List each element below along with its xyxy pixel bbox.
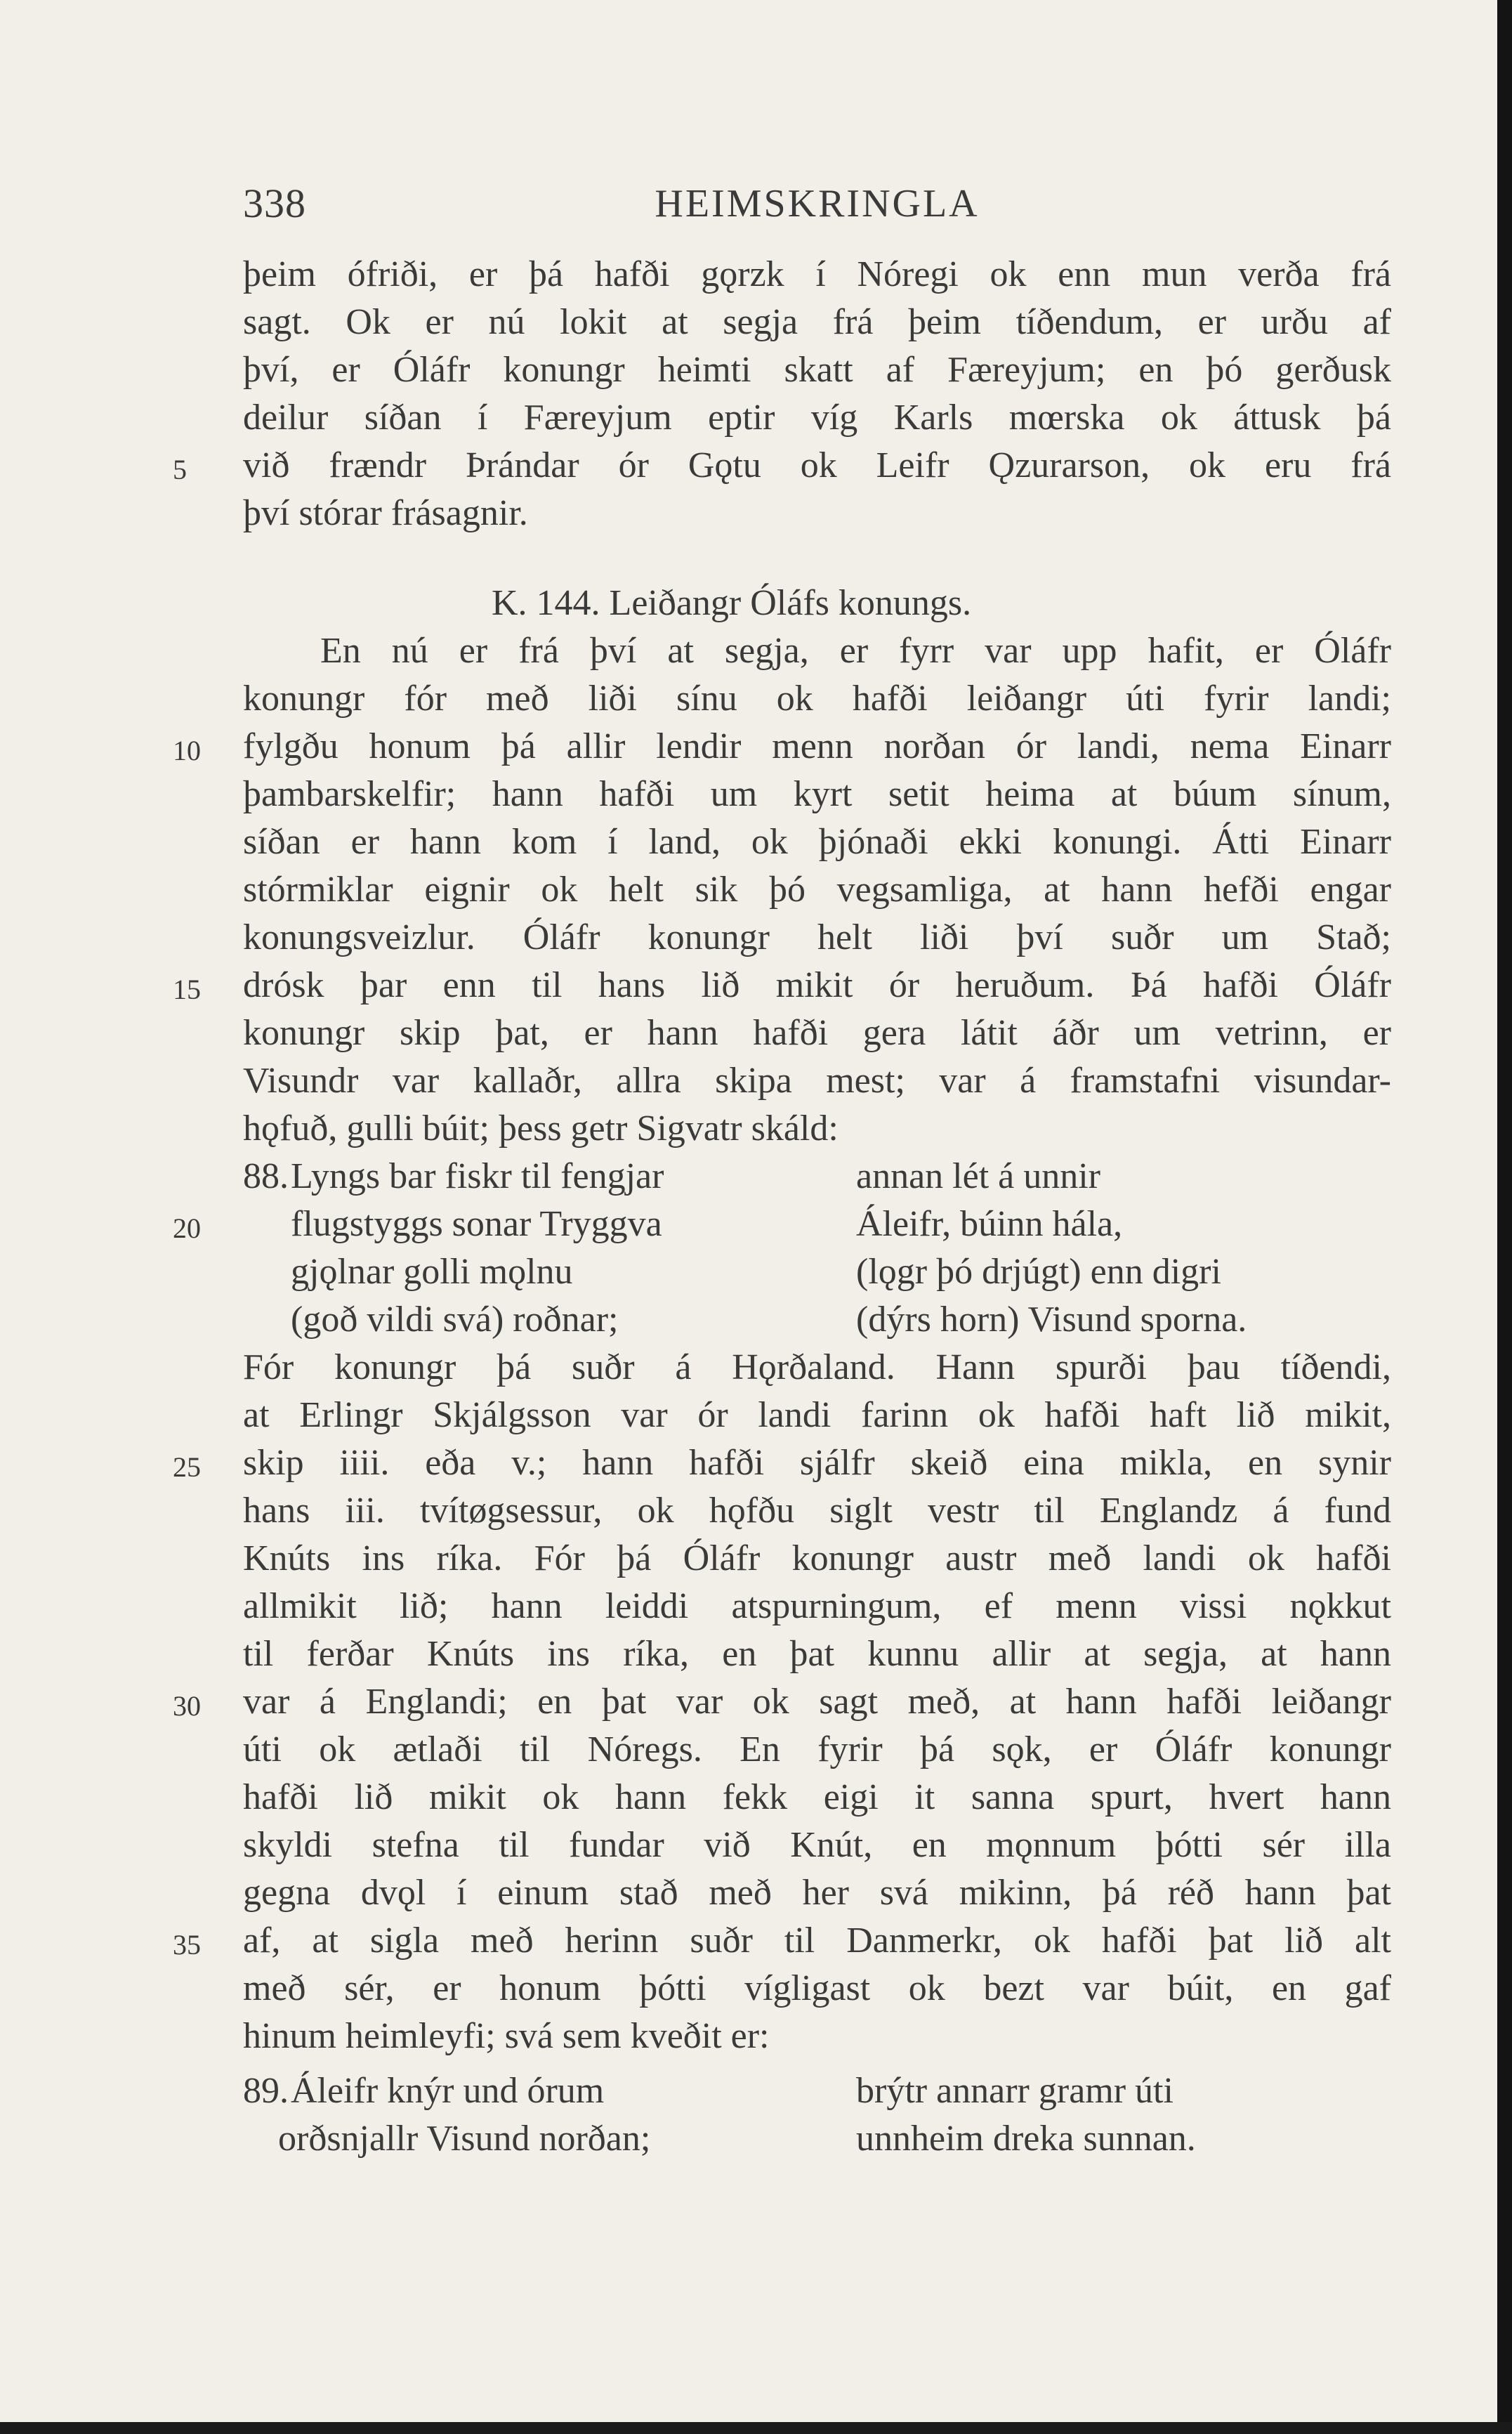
verse-line: 89. Áleifr knýr und órum brýtr annarr gramr úti	[243, 2067, 1391, 2115]
text-line: Fór konungr þá suðr á Hǫrðaland. Hann spurði þau tíðendi,	[243, 1347, 1391, 1387]
verse-line: orðsnjallr Visund norðan; unnheim dreka sunnan.	[278, 2119, 1196, 2159]
text-line: sagt. Ok er nú lokit at segja frá þeim tíðendum, er urðu af	[243, 302, 1391, 342]
text-line: hafði lið mikit ok hann fekk eigi it sanna spurt, hvert hann	[243, 1777, 1391, 1817]
verse-number: 88.	[243, 1156, 289, 1196]
text-line: 25 skip iiii. eða v.; hann hafði sjálfr skeið eina mikla, en synir	[243, 1439, 1391, 1487]
text-line: þeim ófriði, er þá hafði gǫrzk í Nóregi ok enn mun verða frá	[243, 254, 1391, 294]
verse-line: 88. Lyngs bar fiskr til fengjar annan lét á unnir	[243, 1153, 1391, 1200]
text-line: skyldi stefna til fundar við Knút, en mǫnnum þótti sér illa	[243, 1825, 1391, 1865]
verse-line: (goð vildi svá) roðnar; (dýrs horn) Visund sporna.	[291, 1300, 1247, 1340]
line-number: 5	[173, 454, 187, 485]
page-edge-right	[1497, 0, 1512, 2434]
text-line: 30 var á Englandi; en þat var ok sagt með, at hann hafði leiðangr	[243, 1678, 1391, 1726]
text-line: stórmiklar eignir ok helt sik þó vegsamliga, at hann hefði engar	[243, 870, 1391, 910]
text-line: at Erlingr Skjálgsson var ór landi farinn ok hafði haft lið mikit,	[243, 1395, 1391, 1435]
verse-line: 20 flugstyggs sonar Tryggva Áleifr, búinn hála,	[243, 1200, 1391, 1248]
text-line: 5 við frændr Þrándar ór Gǫtu ok Leifr Ǫzurarson, ok eru frá	[243, 442, 1391, 490]
text-line: hans iii. tvítøgsessur, ok hǫfðu siglt vestr til Englandz á fund	[243, 1491, 1391, 1531]
text-line: síðan er hann kom í land, ok þjónaði ekki konungi. Átti Einarr	[243, 822, 1391, 862]
line-number: 15	[173, 974, 201, 1005]
text-line: 10 fylgðu honum þá allir lendir menn norðan ór landi, nema Einarr	[243, 723, 1391, 771]
text-line: hǫfuð, gulli búit; þess getr Sigvatr skáld:	[243, 1108, 839, 1149]
text-line: konungsveizlur. Óláfr konungr helt liði því suðr um Stað;	[243, 917, 1391, 957]
line-number: 30	[173, 1690, 201, 1722]
text-line: konungr skip þat, er hann hafði gera látit áðr um vetrinn, er	[243, 1013, 1391, 1053]
text-line: til ferðar Knúts ins ríka, en þat kunnu allir at segja, at hann	[243, 1634, 1391, 1674]
text-line: hinum heimleyfi; svá sem kveðit er:	[243, 2016, 770, 2056]
text-line: allmikit lið; hann leiddi atspurningum, ef menn vissi nǫkkut	[243, 1586, 1391, 1626]
text-line: En nú er frá því at segja, er fyrr var upp hafit, er Óláfr	[320, 631, 1391, 671]
chapter-heading: K. 144. Leiðangr Óláfs konungs.	[492, 583, 972, 623]
text-line: því, er Óláfr konungr heimti skatt af Færeyjum; en þó gerðusk	[243, 350, 1391, 390]
text-line: Knúts ins ríka. Fór þá Óláfr konungr austr með landi ok hafði	[243, 1538, 1391, 1578]
text-line: Visundr var kallaðr, allra skipa mest; var á framstafni visundar-	[243, 1061, 1391, 1101]
text-line: konungr fór með liði sínu ok hafði leiðangr úti fyrir landi;	[243, 679, 1391, 719]
page-edge-bottom	[0, 2422, 1512, 2434]
page-number: 338	[243, 181, 306, 226]
line-number: 10	[173, 735, 201, 766]
text-block	[173, 251, 1391, 2163]
verse-line: gjǫlnar golli mǫlnu (lǫgr þó drjúgt) enn digri	[291, 1252, 1221, 1292]
text-line: deilur síðan í Færeyjum eptir víg Karls mœrska ok áttusk þá	[243, 398, 1391, 438]
text-line: 35 af, at sigla með herinn suðr til Danmerkr, ok hafði þat lið alt	[243, 1917, 1391, 1965]
text-line: 15 drósk þar enn til hans lið mikit ór heruðum. Þá hafði Óláfr	[243, 962, 1391, 1009]
line-number: 35	[173, 1929, 201, 1961]
line-number: 25	[173, 1451, 201, 1483]
text-line: því stórar frásagnir.	[243, 493, 528, 533]
line-number: 20	[173, 1212, 201, 1244]
text-line: þambarskelfir; hann hafði um kyrt setit heima at búum sínum,	[243, 774, 1391, 814]
verse-number: 89.	[243, 2071, 289, 2111]
text-line: úti ok ætlaði til Nóregs. En fyrir þá sǫk, er Óláfr konungr	[243, 1729, 1391, 1769]
text-line: með sér, er honum þótti vígligast ok bezt var búit, en gaf	[243, 1968, 1391, 2008]
text-line: gegna dvǫl í einum stað með her svá mikinn, þá réð hann þat	[243, 1873, 1391, 1913]
running-header	[243, 176, 1391, 232]
running-title: HEIMSKRINGLA	[655, 182, 980, 225]
